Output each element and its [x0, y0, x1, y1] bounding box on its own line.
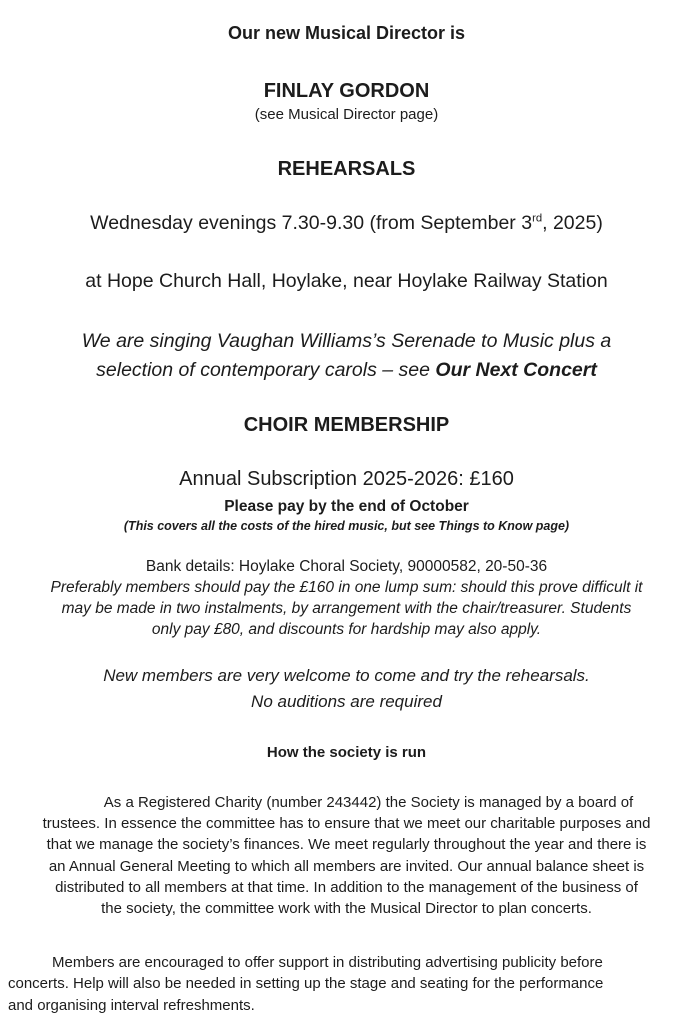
director-name: FINLAY GORDON	[263, 80, 430, 102]
schedule-text: Wednesday evenings 7.30-9.30 (from September 3	[90, 212, 533, 234]
repertoire-line2: selection of contemporary carols – see	[96, 359, 436, 381]
repertoire-line1: We are singing Vaughan Williams’s Serenade to Music plus a	[81, 330, 612, 352]
bank-details: Bank details: Hoylake Choral Society, 90000582, 20-50-36	[145, 558, 548, 575]
ordinal-superscript: rd	[532, 212, 543, 225]
society-governance-paragraph: As a Registered Charity (number 243442) the Society is managed by a board of trustees. In essence the committee has to ensure that we meet our charitable purposes and that we manage the society’s finances. We meet regularly throughout the year and there is an Annual General Meeting to which all members are invited. Our annual balance sheet is distributed to all members at that time. In addition to the management of the business of the society, the committee work with the Musical Director to plan concerts.	[42, 794, 651, 918]
director-intro-line: Our new Musical Director is	[227, 23, 466, 43]
subscription-amount: Annual Subscription 2025-2026: £160	[179, 468, 514, 490]
rehearsals-heading: REHEARSALS	[277, 158, 416, 180]
schedule-year: , 2025)	[542, 212, 603, 234]
payment-deadline: Please pay by the end of October	[224, 498, 469, 515]
membership-heading: CHOIR MEMBERSHIP	[243, 414, 450, 436]
repertoire-note	[8, 327, 685, 385]
payment-terms: Preferably members should pay the £160 in one lump sum: should this prove difficult it may be made in two instalments, by arrangement with the chair/treasurer. Students only pay £80, and discounts for hardship may also apply.	[50, 579, 643, 638]
society-run-heading: How the society is run	[266, 744, 427, 761]
new-members-welcome: New members are very welcome to come and try the rehearsals.	[103, 666, 590, 685]
next-concert-reference: Our Next Concert	[435, 359, 597, 381]
rehearsal-venue: at Hope Church Hall, Hoylake, near Hoylake Railway Station	[85, 270, 608, 292]
no-auditions-note: No auditions are required	[251, 692, 442, 711]
subscription-covers-note: (This covers all the costs of the hired music, but see Things to Know page)	[123, 519, 570, 533]
director-page-note: (see Musical Director page)	[254, 106, 439, 123]
rehearsal-schedule	[8, 211, 685, 235]
member-support-paragraph: Members are encouraged to offer support in distributing advertising publicity before concerts. Help will also be needed in setting up the stage and seating for the performance and organising interval refreshments.	[8, 954, 604, 1014]
